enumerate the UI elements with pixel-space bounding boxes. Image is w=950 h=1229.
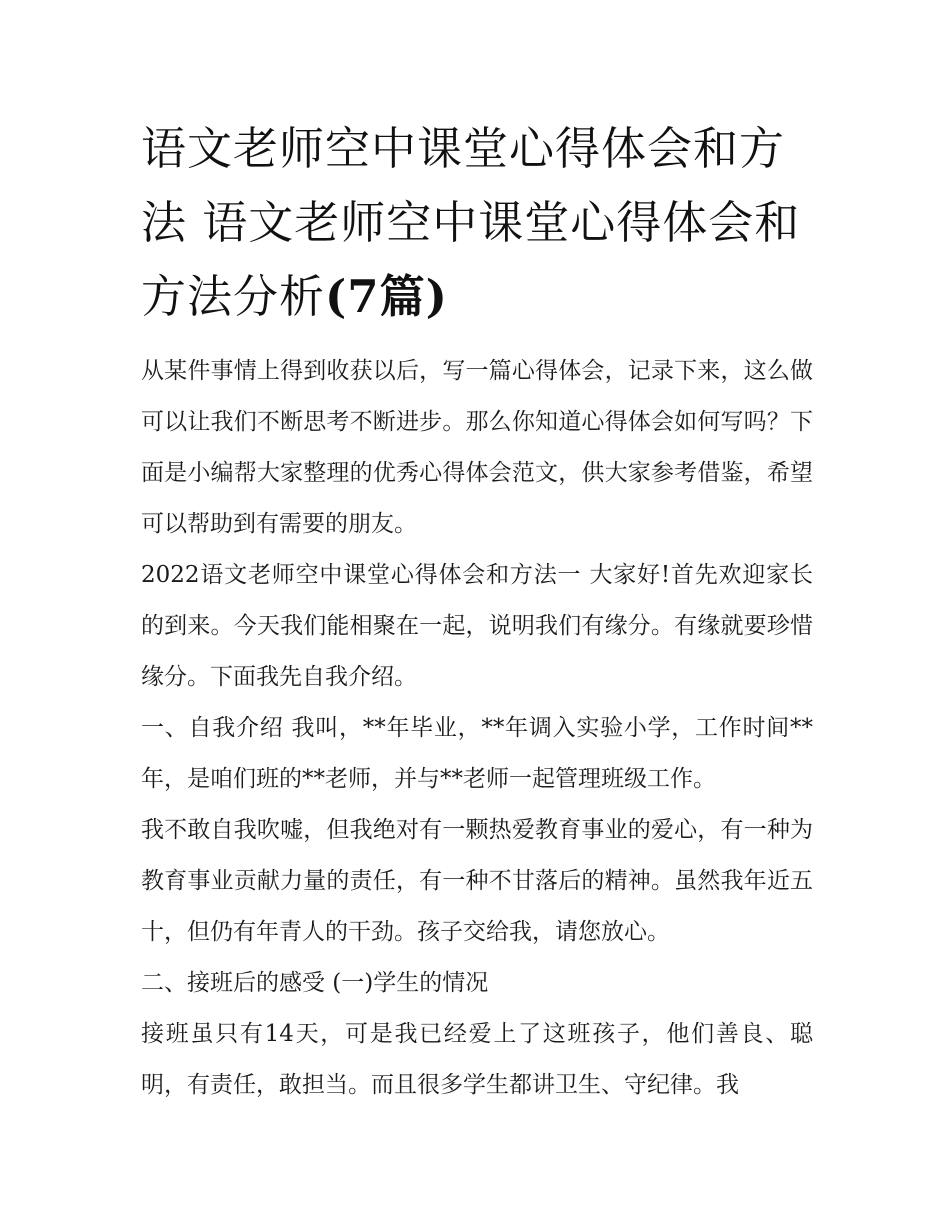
section-heading-impressions: 二、接班后的感受 (一)学生的情况 (141, 970, 489, 996)
document-page (141, 112, 813, 1111)
document-title-main: 语文老师空中课堂心得体会和方法 语文老师空中课堂心得体会和方法分析 (141, 122, 801, 323)
paragraph-intro: 从某件事情上得到收获以后，写一篇心得体会，记录下来，这么做可以让我们不断思考不断进步。那么你知道心得体会如何写吗？下面是小编帮大家整理的优秀心得体会范文，供大家参考借鉴，希望可以帮助到有需要的朋友。 (141, 358, 813, 537)
paragraph-commitment: 我不敢自我吹嘘，但我绝对有一颗热爱教育事业的爱心，有一种为教育事业贡献力量的责任，有一种不甘落后的精神。虽然我年近五十，但仍有年青人的干劲。孩子交给我，请您放心。 (141, 817, 813, 945)
paragraph-students: 接班虽只有14天，可是我已经爱上了这班孩子，他们善良、聪明，有责任，敢担当。而且很多学生都讲卫生、守纪律。我 (141, 1021, 813, 1098)
document-title-suffix: (7篇) (325, 270, 448, 323)
document-body (141, 346, 813, 1111)
document-title (141, 112, 813, 334)
paragraph-greeting: 2022语文老师空中课堂心得体会和方法一 大家好!首先欢迎家长的到来。今天我们能相聚在一起，说明我们有缘分。有缘就要珍惜缘分。下面我先自我介绍。 (141, 562, 813, 690)
paragraph-self-introduction: 一、自我介绍 我叫，**年毕业，**年调入实验小学，工作时间**年，是咱们班的**老师，并与**老师一起管理班级工作。 (141, 715, 813, 792)
